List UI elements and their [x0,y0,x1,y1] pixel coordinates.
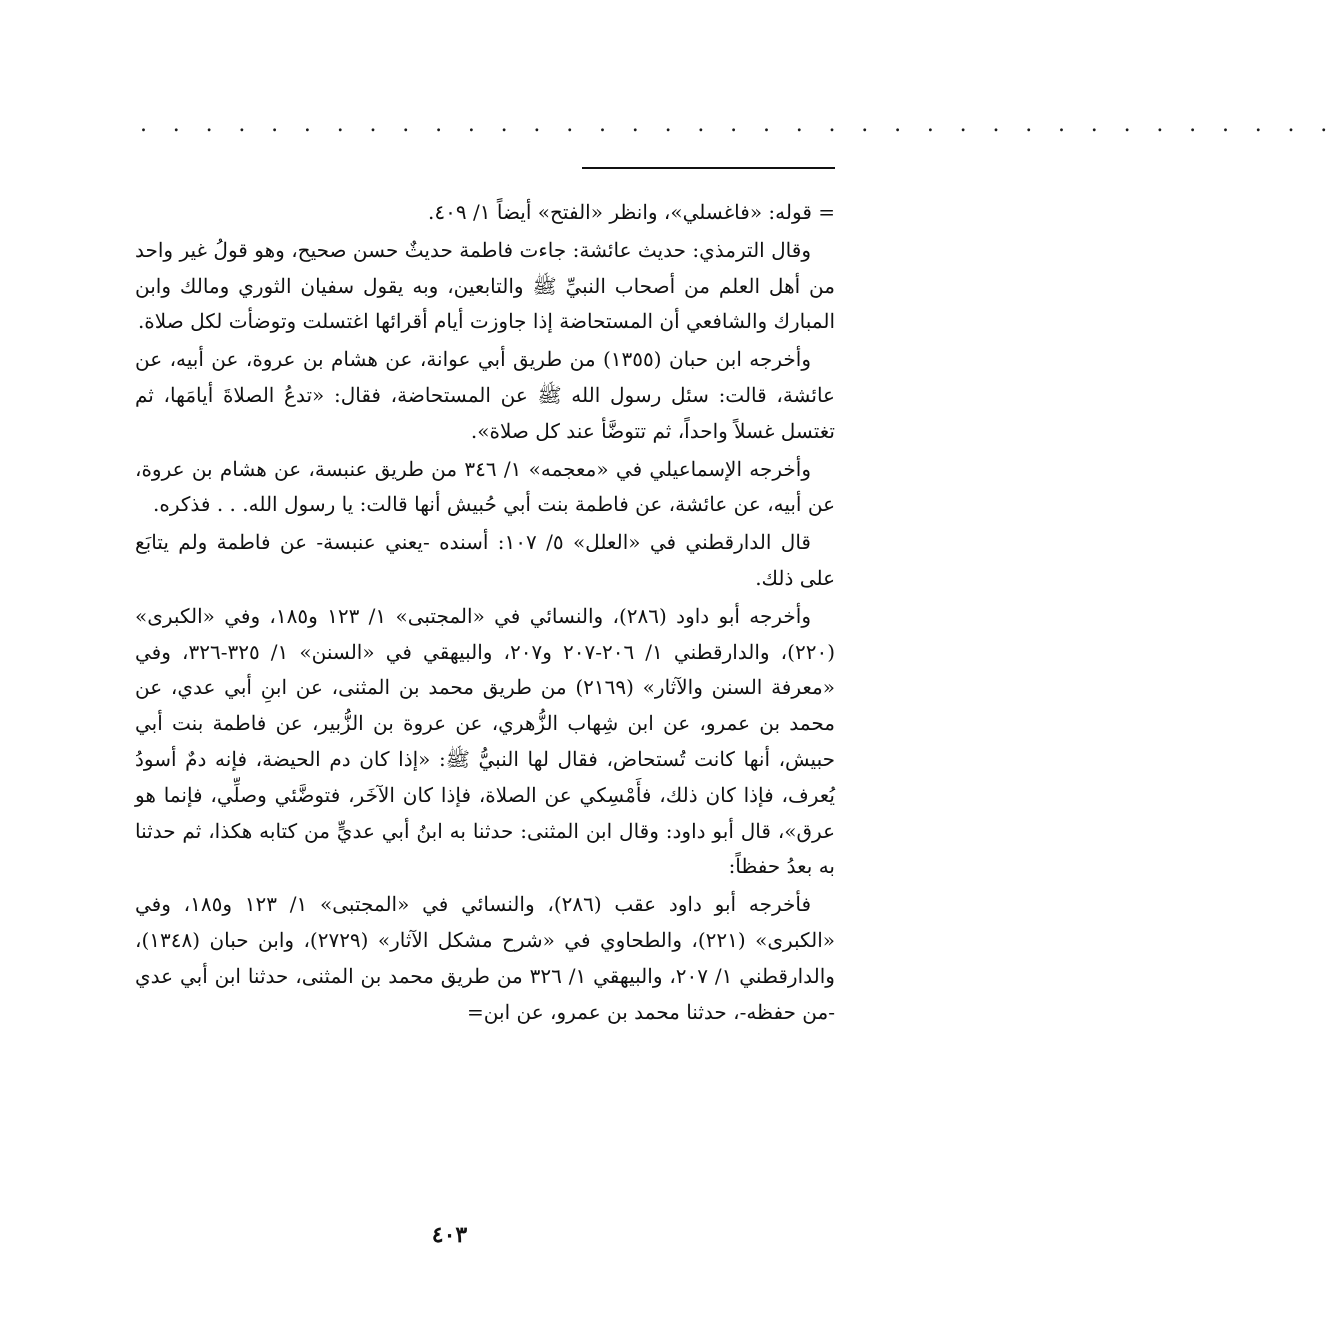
paragraph: وأخرجه الإسماعيلي في «معجمه» ١/ ٣٤٦ من طريق عنبسة، عن هشام بن عروة، عن أبيه، عن عائشة، عن فاطمة بنت أبي حُبيش أنها قالت: يا رسول الله. . . فذكره. [135,456,835,517]
dotted-separator: . . . . . . . . . . . . . . . . . . . . . . . . . . . . . . . . . . . . . [140,112,1337,137]
paragraph: فأخرجه أبو داود عقب (٢٨٦)، والنسائي في «المجتبى» ١/ ١٢٣ و١٨٥، وفي «الكبرى» (٢٢١)، والطحاوي في «شرح مشكل الآثار» (٢٧٢٩)، وابن حبان (١٣٤٨)، والدارقطني ١/ ٢٠٧، والبيهقي ١/ ٣٢٦ من طريق محمد بن المثنى، حدثنا ابن أبي عدي -من حفظه-، حدثنا محمد بن عمرو، عن ابن= [135,892,835,1024]
page-number: ٤٠٣ [431,1222,468,1248]
paragraph: وأخرجه ابن حبان (١٣٥٥) من طريق أبي عوانة، عن هشام بن عروة، عن أبيه، عن عائشة، قالت: سئل رسول الله ﷺ عن المستحاضة، فقال: «تدعُ الصلاةَ أيامَها، ثم تغتسل غسلاً واحداً، ثم تتوضَّأ عند كل صلاة». [135,347,835,443]
paragraph-continuation: = قوله: «فاغسلي»، وانظر «الفتح» أيضاً ١/ ٤٠٩. [428,200,835,224]
paragraph: وأخرجه أبو داود (٢٨٦)، والنسائي في «المجتبى» ١/ ١٢٣ و١٨٥، وفي «الكبرى» (٢٢٠)، والدارقطني ١/ ٢٠٦-٢٠٧ و٢٠٧، والبيهقي في «السنن» ١/ ٣٢٥-٣٢٦، وفي «معرفة السنن والآثار» (٢١٦٩) من طريق محمد بن المثنى، عن ابنِ أبي عدي، عن محمد بن عمرو، عن ابن شِهاب الزُّهري، عن عروة بن الزُّبير، عن فاطمة بنت أبي حبيش، أنها كانت تُستحاض، فقال لها النبيُّ ﷺ: «إذا كان دم الحيضة، فإنه دمٌ أسودُ يُعرف، فإذا كان ذلك، فأَمْسِكي عن الصلاة، فإذا كان الآخَر، فتوضَّئي وصلِّي، فإنما هو عرق»، قال أبو داود: وقال ابن المثنى: حدثنا به ابنُ أبي عديٍّ من كتابه هكذا، ثم حدثنا به بعدُ حفظاً: [135,603,835,879]
paragraph: وقال الترمذي: حديث عائشة: جاءت فاطمة حديثٌ حسن صحيح، وهو قولُ غير واحد من أهل العلم من أصحاب النبيِّ ﷺ والتابعين، وبه يقول سفيان الثوري ومالك وابن المبارك والشافعي أن المستحاضة إذا جاوزت أيام أقرائها اغتسلت وتوضأت لكل صلاة. [135,237,835,334]
footnote-text [135,195,835,1032]
footnote-rule [582,167,835,169]
paragraph: قال الدارقطني في «العلل» ٥/ ١٠٧: أسنده -يعني عنبسة- عن فاطمة ولم يتابَع على ذلك. [135,530,835,590]
